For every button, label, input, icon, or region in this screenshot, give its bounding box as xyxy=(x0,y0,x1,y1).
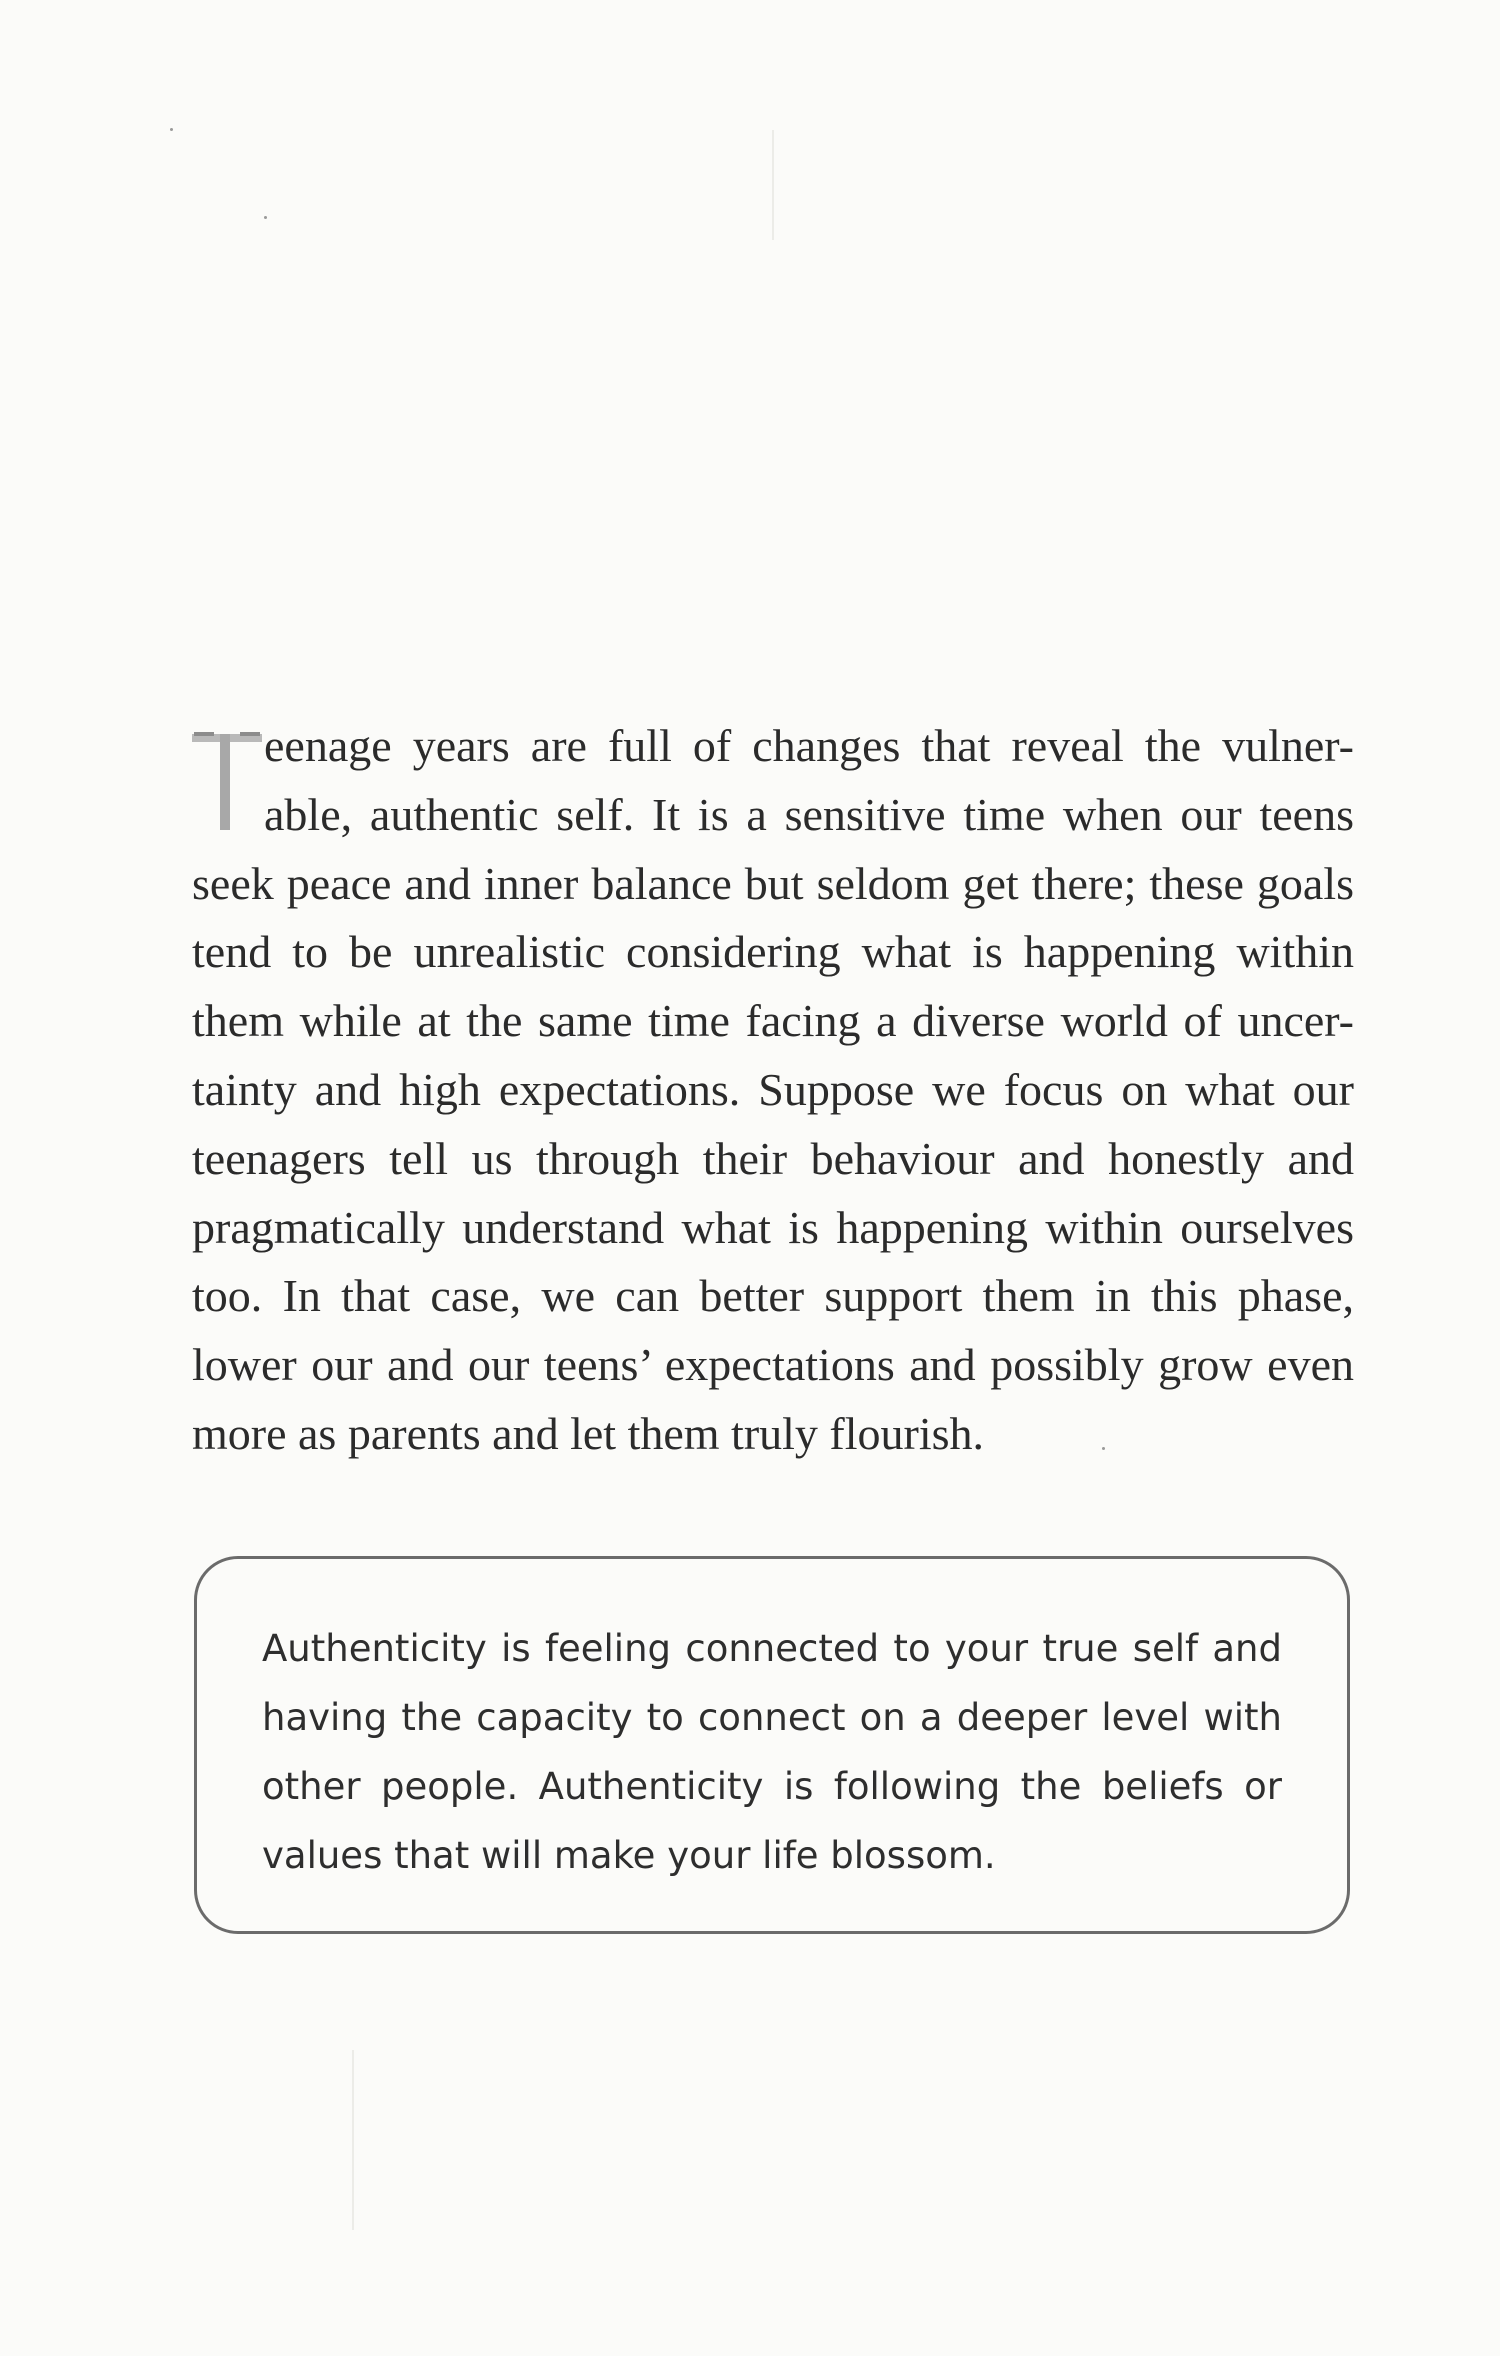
callout-line: other people. Authenticity is following the beliefs or xyxy=(262,1765,1282,1808)
paragraph-line: tend to be unrealistic considering what is happening within xyxy=(192,926,1354,978)
callout-text xyxy=(262,1614,1282,1890)
paragraph-line: more as parents and let them truly flourish. xyxy=(192,1407,985,1459)
paragraph-line: too. In that case, we can better support them in this phase, xyxy=(192,1270,1354,1322)
paragraph-line: them while at the same time facing a diverse world of uncer- xyxy=(192,995,1354,1047)
paragraph-line: pragmatically understand what is happening within ourselves xyxy=(192,1201,1354,1253)
paragraph-line: able, authentic self. It is a sensitive time when our teens xyxy=(264,788,1354,840)
scan-artifact xyxy=(772,130,774,240)
paragraph-line: tainty and high expectations. Suppose we focus on what our xyxy=(192,1063,1354,1115)
paragraph-line: seek peace and inner balance but seldom get there; these goals xyxy=(192,857,1354,909)
scan-speck xyxy=(264,216,267,219)
callout-line: Authenticity is feeling connected to your true self and xyxy=(262,1627,1282,1670)
paragraph-line: lower our and our teens’ expectations and possibly grow even xyxy=(192,1339,1354,1391)
paragraph-line: teenagers tell us through their behaviour and honestly and xyxy=(192,1132,1354,1184)
callout-line: values that will make your life blossom. xyxy=(262,1834,996,1877)
paragraph-line: eenage years are full of changes that reveal the vulner- xyxy=(264,720,1354,771)
body-paragraph xyxy=(192,712,1354,1469)
scan-artifact xyxy=(352,2050,354,2230)
callout-line: having the capacity to connect on a deeper level with xyxy=(262,1696,1282,1739)
scan-speck xyxy=(170,128,173,131)
